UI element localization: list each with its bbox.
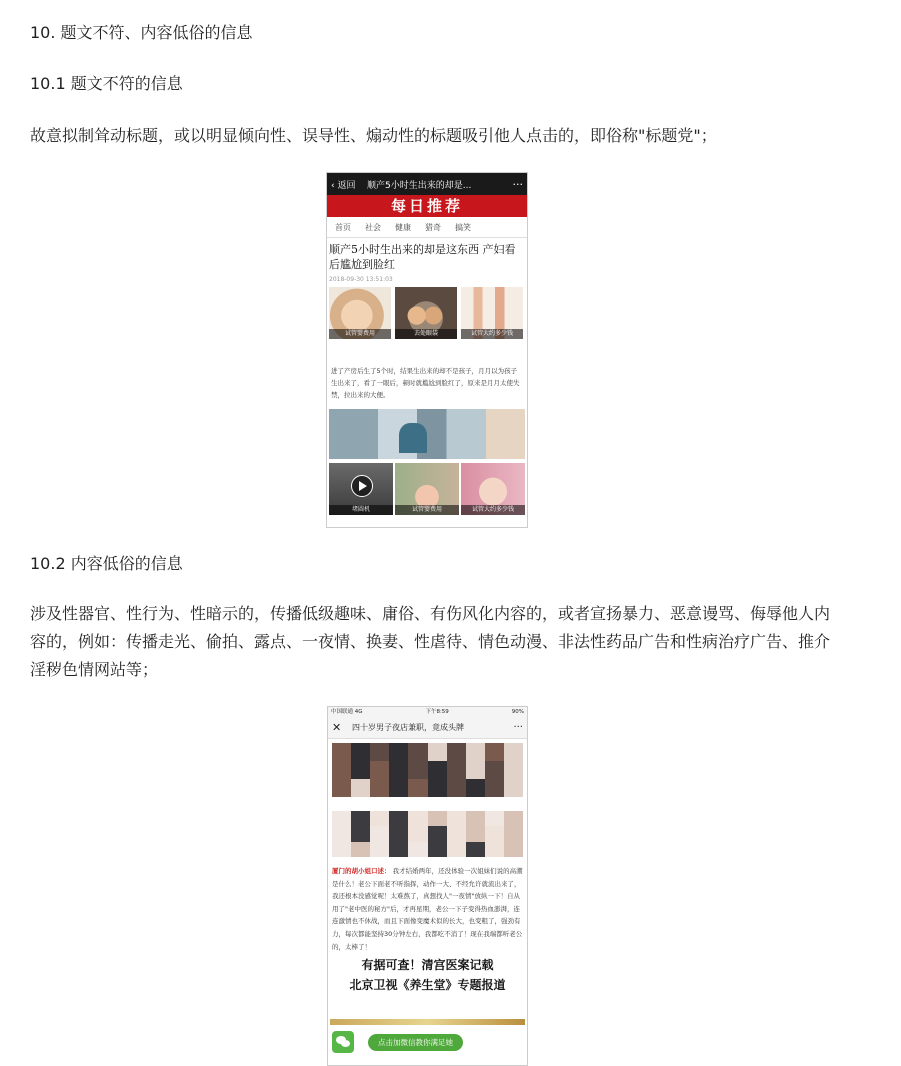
nav-item-health[interactable]: 健康 <box>395 222 411 232</box>
mosaic-block <box>408 761 427 779</box>
mosaic-block <box>408 779 427 797</box>
mosaic-block <box>389 779 408 797</box>
mosaic-block <box>428 811 447 826</box>
mosaic-block <box>485 826 504 841</box>
thumbnail-caption: 试管婴费用 <box>395 505 459 515</box>
mosaic-block <box>504 826 523 841</box>
ad-thumbnail[interactable] <box>395 463 459 515</box>
battery-label: 90% <box>511 709 524 715</box>
mosaic-block <box>428 761 447 779</box>
thumbnail-caption: 试管婴费用 <box>329 329 391 339</box>
mosaic-block <box>428 779 447 797</box>
phone-title: 四十岁男子夜店兼职，竟成头牌 <box>352 723 464 732</box>
mosaic-block <box>351 842 370 857</box>
mosaic-block <box>466 842 485 857</box>
mosaic-block <box>389 826 408 841</box>
mosaic-block <box>370 779 389 797</box>
mosaic-block <box>447 779 466 797</box>
ad-thumbnail[interactable] <box>329 287 391 339</box>
paragraph-vulgar-content: 涉及性器官、性行为、性暗示的，传播低级趣味、庸俗、有伤风化内容的，或者宣扬暴力、恶意谩骂、侮辱他人内容的，例如：传播走光、偷拍、露点、一夜情、换妻、性虐待、情色动漫、非法性药品广告和性病治疗广告、推介淫秽色情网站等； <box>30 604 831 679</box>
mosaic-block <box>466 811 485 826</box>
ad-headline-1: 有据可查！清宫医案记载 <box>361 958 494 973</box>
story-body: 我才结婚两年，还没体验一次姐妹们说的高潮是什么！老公下面老不听指挥，动作一大、不经允许就流出来了，我还根本没感觉呢！太难熬了，真想找人"一夜情"放纵一下！自从用了"老中医的秘方"后，才再星期，老公一下子变得热血澎湃，连连激情也不休战，而且下面像变魔术似的长大，也变粗了，强劲有力，每次都能坚持30分钟左右，我都吃不消了！现在我端都听老公的，太棒了！ <box>332 867 523 951</box>
mosaic-block <box>332 842 351 857</box>
nav-item-society[interactable]: 社会 <box>365 222 381 232</box>
nav-item-curious[interactable]: 猎奇 <box>425 222 441 232</box>
carrier-label: 中国联通 4G <box>331 709 363 715</box>
mosaic-block <box>370 842 389 857</box>
mosaic-block <box>485 842 504 857</box>
article-date: 2018-09-30 13:51:03 <box>329 276 393 283</box>
thumbnail-caption: 试管大约多少钱 <box>461 505 525 515</box>
mosaic-block <box>370 826 389 841</box>
mosaic-block <box>351 779 370 797</box>
mosaic-block <box>447 761 466 779</box>
mosaic-block <box>370 743 389 761</box>
mosaic-block <box>485 779 504 797</box>
thumbnail-caption: 去处眼袋 <box>395 329 457 339</box>
mosaic-block <box>504 811 523 826</box>
mosaic-block <box>332 761 351 779</box>
mosaic-block <box>332 826 351 841</box>
ad-headline-2: 北京卫视《养生堂》专题报道 <box>349 978 506 993</box>
mosaic-block <box>408 842 427 857</box>
mosaic-block <box>389 811 408 826</box>
close-icon[interactable]: ✕ <box>332 721 342 734</box>
site-nav <box>327 217 527 238</box>
pixelated-image-strip <box>332 811 523 857</box>
more-icon[interactable]: ··· <box>513 722 523 733</box>
article-body: 进了产房后生了5个时，结果生出来的却不是孩子，月月以为孩子生出来了，看了一眼后，顿时就尴尬到脸红了，原来是月月太使失禁，拉出来的大便。 <box>331 367 520 399</box>
phone-title: 顺产5小时生出来的却是... <box>367 180 472 191</box>
vulgar-example-screenshot <box>327 706 528 1066</box>
mosaic-block <box>351 811 370 826</box>
mosaic-block <box>428 743 447 761</box>
mosaic-block <box>485 743 504 761</box>
mosaic-block <box>389 743 408 761</box>
mosaic-block <box>504 842 523 857</box>
subsection-heading-10-2: 10.2 内容低俗的信息 <box>30 554 183 573</box>
mosaic-block <box>408 826 427 841</box>
play-icon[interactable] <box>351 475 373 497</box>
mosaic-block <box>447 842 466 857</box>
mosaic-block <box>351 761 370 779</box>
add-wechat-button[interactable]: 点击加微信教你满足她 <box>368 1034 463 1051</box>
mosaic-block <box>389 842 408 857</box>
mosaic-block <box>428 842 447 857</box>
cta-row <box>328 1025 527 1053</box>
mosaic-block <box>504 779 523 797</box>
mosaic-block <box>370 761 389 779</box>
thumbnail-caption: 试管大约多少钱 <box>461 329 523 339</box>
mosaic-block <box>370 811 389 826</box>
site-banner: 每日推荐 <box>327 195 527 217</box>
ad-story <box>328 857 527 953</box>
section-heading-10: 10. 题文不符、内容低俗的信息 <box>30 23 253 42</box>
ad-thumbnail[interactable] <box>461 463 525 515</box>
clock-label: 下午8:59 <box>425 709 449 715</box>
mosaic-block <box>485 811 504 826</box>
mosaic-block <box>466 779 485 797</box>
mosaic-block <box>504 761 523 779</box>
ad-thumbnails-row <box>327 287 527 339</box>
article-title: 顺产5小时生出来的却是这东西 产妇看后尴尬到脸红 <box>329 243 516 271</box>
phone-titlebar <box>328 717 527 739</box>
mosaic-block <box>351 743 370 761</box>
mosaic-block <box>466 743 485 761</box>
phone-topbar <box>327 173 527 195</box>
pixelated-image <box>332 743 523 797</box>
hospital-photo <box>329 409 525 459</box>
thumbnail-caption: 堵圆机 <box>329 505 393 515</box>
wechat-icon[interactable] <box>332 1031 354 1053</box>
subsection-heading-10-1: 10.1 题文不符的信息 <box>30 74 183 93</box>
mosaic-block <box>447 826 466 841</box>
mosaic-block <box>504 743 523 761</box>
story-lead: 厦门的胡小姐口述： <box>332 867 391 875</box>
mosaic-block <box>332 811 351 826</box>
ad-thumbnails-row-2 <box>327 463 527 515</box>
video-thumbnail[interactable] <box>329 463 393 515</box>
mosaic-block <box>485 761 504 779</box>
clickbait-example-screenshot <box>326 172 528 528</box>
nav-item-home[interactable]: 首页 <box>335 222 351 232</box>
mosaic-block <box>466 761 485 779</box>
paragraph-clickbait: 故意拟制耸动标题，或以明显倾向性、误导性、煽动性的标题吸引他人点击的，即俗称"标题党"； <box>30 126 717 145</box>
back-button[interactable]: ‹ 返回 <box>331 180 356 191</box>
ad-thumbnail[interactable] <box>395 287 457 339</box>
status-bar <box>328 707 527 717</box>
more-icon[interactable]: ··· <box>512 177 523 191</box>
mosaic-block <box>466 826 485 841</box>
ad-thumbnail[interactable] <box>461 287 523 339</box>
mosaic-block <box>332 779 351 797</box>
mosaic-block <box>408 743 427 761</box>
mosaic-block <box>447 811 466 826</box>
mosaic-block <box>351 826 370 841</box>
mosaic-block <box>389 761 408 779</box>
mosaic-block <box>447 743 466 761</box>
mosaic-block <box>332 743 351 761</box>
nav-item-funny[interactable]: 搞笑 <box>455 222 471 232</box>
mosaic-block <box>428 826 447 841</box>
mosaic-block <box>408 811 427 826</box>
